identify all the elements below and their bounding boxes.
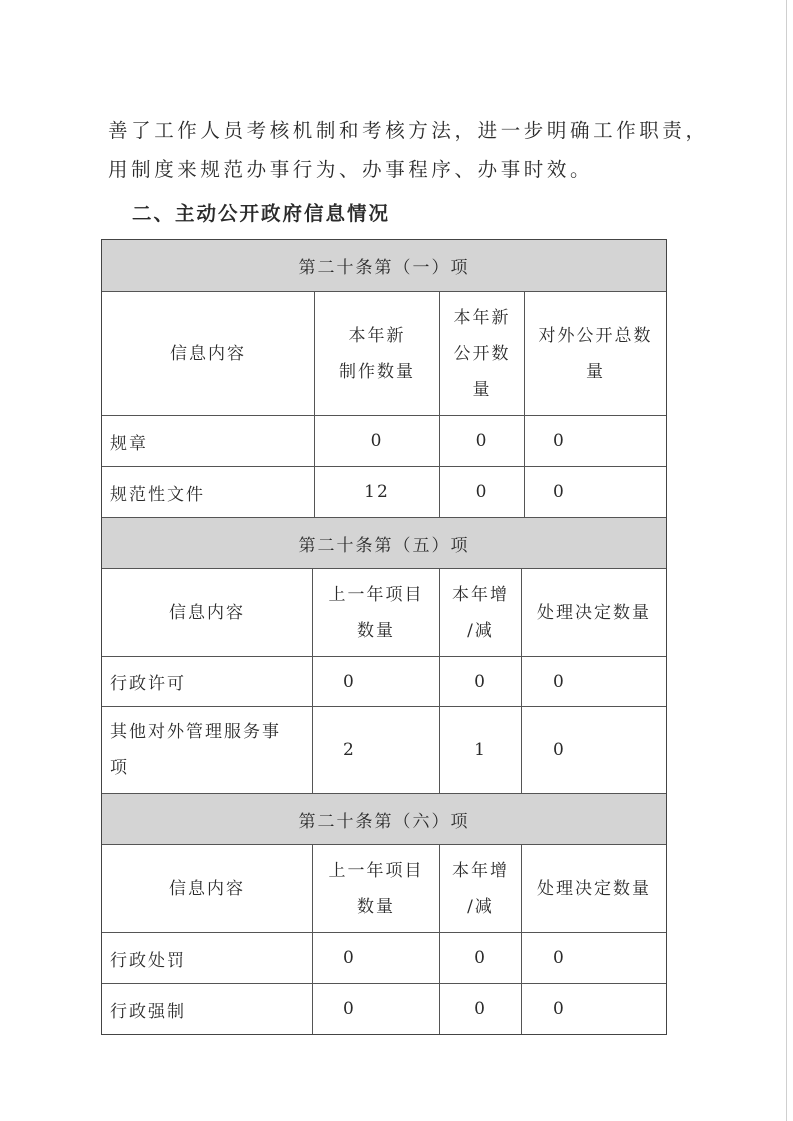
table-row: [102, 416, 666, 467]
row-name: 规范性文件: [110, 484, 205, 505]
header-cell: 信息内容: [169, 602, 245, 623]
header-cell: 本年增 /减: [439, 845, 521, 932]
disclosure-table: [101, 239, 667, 1035]
header-row: [102, 292, 666, 416]
row-name: 行政许可: [110, 674, 186, 694]
section-heading: 二、主动公开政府信息情况: [132, 202, 391, 225]
row-value: 0: [312, 657, 439, 706]
header-cell: 信息内容: [169, 878, 245, 899]
header-cell: 对外公开总数 量: [524, 292, 666, 415]
row-value: 0: [521, 933, 666, 983]
intro-line-1: 善了工作人员考核机制和考核方法，进一步明确工作职责，: [108, 119, 709, 142]
row-value: 1: [439, 707, 521, 793]
table-row: [102, 933, 666, 984]
row-value: 0: [524, 467, 666, 517]
row-value: 0: [312, 984, 439, 1034]
table-row: [102, 984, 666, 1034]
row-value: 0: [439, 416, 524, 466]
row-name: 行政强制: [110, 1001, 186, 1022]
section-title-row: [102, 240, 666, 292]
table-row: [102, 707, 666, 794]
row-name: 行政处罚: [110, 950, 186, 971]
row-value: 0: [439, 933, 521, 983]
row-value: 2: [312, 707, 439, 793]
row-value: 0: [439, 657, 521, 706]
row-name: 其他对外管理服务事 项: [110, 722, 281, 778]
header-cell: 上一年项目 数量: [312, 845, 439, 932]
row-name: 规章: [110, 433, 148, 454]
header-cell: 本年增 /减: [439, 569, 521, 656]
row-value: 0: [312, 933, 439, 983]
row-value: 0: [521, 984, 666, 1034]
section-title: 第二十条第（六）项: [298, 811, 470, 832]
header-cell: 本年新 制作数量: [314, 292, 439, 415]
row-value: 12: [314, 467, 439, 517]
row-value: 0: [314, 416, 439, 466]
header-cell: 上一年项目 数量: [312, 569, 439, 656]
row-value: 0: [524, 416, 666, 466]
section-title-row: [102, 794, 666, 845]
header-cell: 处理决定数量: [521, 569, 666, 656]
row-value: 0: [439, 467, 524, 517]
section-title: 第二十条第（五）项: [298, 535, 470, 556]
section-title: 第二十条第（一）项: [298, 258, 470, 278]
row-value: 0: [521, 657, 666, 706]
header-cell: 处理决定数量: [521, 845, 666, 932]
table-row: [102, 467, 666, 518]
row-value: 0: [521, 707, 666, 793]
section-title-row: [102, 518, 666, 569]
intro-line-2: 用制度来规范办事行为、办事程序、办事时效。: [108, 158, 594, 181]
header-cell: 本年新 公开数 量: [439, 292, 524, 415]
page-edge-line: [786, 0, 787, 1121]
header-cell: 信息内容: [170, 343, 246, 364]
header-row: [102, 845, 666, 933]
row-value: 0: [439, 984, 521, 1034]
header-row: [102, 569, 666, 657]
table-row: [102, 657, 666, 707]
